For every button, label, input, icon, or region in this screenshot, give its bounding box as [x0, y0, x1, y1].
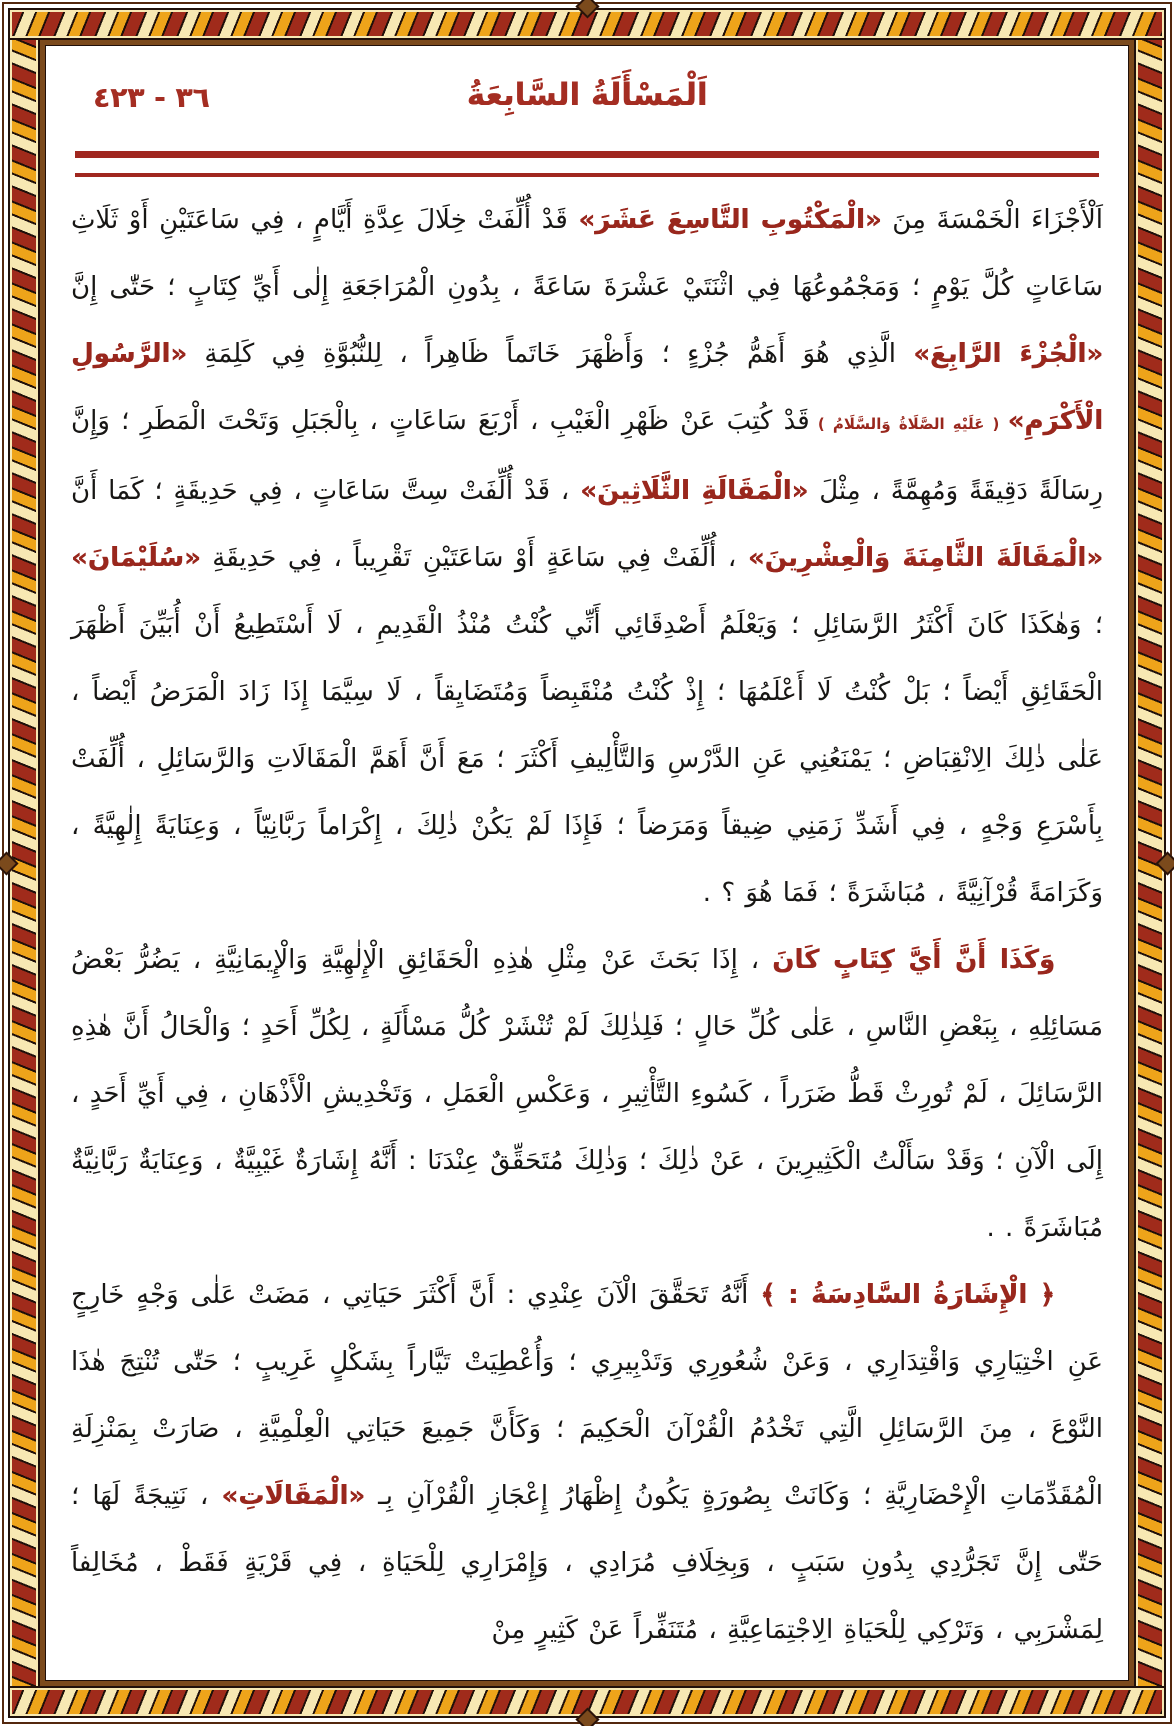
- body-text: ، أُلِّفَتْ فِي سَاعَةٍ أَوْ سَاعَتَيْنِ تَقْرِيباً ، فِي حَدِيقَةِ: [200, 543, 748, 573]
- body-text: ؛ وَهٰكَذَا كَانَ أَكْثَرُ الرَّسَائِلِ ؛ وَيَعْلَمُ أَصْدِقَائِي أَنِّي كُنْتُ مُنْذُ الْقَدِيمِ ، لَا أَسْتَطِيعُ أَنْ أُبَيِّنَ أَظْهَرَ الْحَقَائِقِ أَيْضاً ؛ بَلْ كُنْتُ لَا أَعْلَمُهَا ؛ إِذْ كُنْتُ مُنْقَبِضاً وَمُتَضَايِقاً ، لَا سِيَّمَا إِذَا زَادَ الْمَرَضُ أَيْضاً ، عَلٰى ذٰلِكَ الِانْقِبَاضِ ؛ يَمْنَعُنِي عَنِ الدَّرْسِ وَالتَّأْلِيفِ أَكْثَرَ ؛ مَعَ أَنَّ أَهَمَّ الْمَقَالَاتِ وَالرَّسَائِلِ ، أُلِّفَتْ بِأَسْرَعِ وَجْهٍ ، فِي أَشَدِّ زَمَنِي ضِيقاً وَمَرَضاً ؛ فَإِذَا لَمْ يَكُنْ ذٰلِكَ ، إِكْرَاماً رَبَّانِيّاً ، وَعِنَايَةً إِلٰهِيَّةً ، وَكَرَامَةً قُرْآنِيَّةً ، مُبَاشَرَةً ؛ فَمَا هُوَ ؟ .: [71, 610, 1103, 908]
- body-paragraph: [71, 1262, 1103, 1664]
- body-text: الَّذِي هُوَ أَهَمُّ جُزْءٍ ؛ وَأَظْهَرَ خَاتَماً ظَاهِراً ، لِلنُّبُوَّةِ فِي كَلِمَةِ: [187, 339, 914, 369]
- highlight-phrase: «سُلَيْمَانَ»: [71, 543, 201, 573]
- body-text: قَدْ كُتِبَ عَنْ ظَهْرِ الْغَيْبِ ، أَرْبَعَ سَاعَاتٍ ، بِالْجَبَلِ وَتَحْتَ الْمَطَرِ ؛ وَإِنَّ رِسَالَةً دَقِيقَةً وَمُهِمَّةً ، مِثْلَ: [71, 406, 1103, 506]
- highlight-phrase: «الرَّسُولِ الْأَكْرَمِ»: [71, 339, 1103, 436]
- body-paragraph: [71, 927, 1103, 1262]
- highlight-phrase: «الْمَقَالَاتِ»: [221, 1481, 366, 1511]
- body-paragraph: [71, 187, 1103, 927]
- page-content: [45, 45, 1129, 1681]
- highlight-phrase: وَكَذَا أَنَّ أَيَّ كِتَابٍ كَانَ: [772, 945, 1055, 975]
- page-header: [71, 59, 1103, 151]
- page-number: ٣٦ - ٤٢٣: [93, 81, 210, 114]
- body-text: اَلْأَجْزَاءَ الْخَمْسَةَ مِنَ: [881, 205, 1104, 235]
- body-text: أَنَّهُ تَحَقَّقَ الْآنَ عِنْدِي : أَنَّ أَكْثَرَ حَيَاتِي ، مَضَتْ عَلٰى وَجْهٍ خَارِجٍ عَنِ اخْتِيَارِي وَاقْتِدَارِي ، وَعَنْ شُعُورِي وَتَدْبِيرِي ؛ وَأُعْطِيَتْ تَيَّاراً بِشَكْلٍ غَرِيبٍ ؛ حَتّٰى تُنْتِجَ هٰذَا النَّوْعَ ، مِنَ الرَّسَائِلِ الَّتِي تَخْدُمُ الْقُرْآنَ الْحَكِيمَ ؛ وَكَأَنَّ جَمِيعَ حَيَاتِي الْعِلْمِيَّةِ ، صَارَتْ بِمَنْزِلَةِ الْمُقَدِّمَاتِ الْإِحْضَارِيَّةِ ؛ وَكَانَتْ بِصُورَةٍ يَكُونُ إِظْهَارُ إِعْجَازِ الْقُرْآنِ بِـ: [71, 1280, 1103, 1511]
- body-text: ، نَتِيجَةً لَهَا ؛ حَتّٰى إِنَّ تَجَرُّدِي بِدُونِ سَبَبٍ ، وَبِخِلَافِ مُرَادِي ، وَإِمْرَارِي لِلْحَيَاةِ ، فِي قَرْيَةٍ فَقَطْ ، مُخَالِفاً لِمَشْرَبِي ، وَتَرْكِي لِلْحَيَاةِ الِاجْتِمَاعِيَّةِ ، مُتَنَفِّراً عَنْ كَثِيرٍ مِنْ: [71, 1481, 1103, 1645]
- highlight-phrase: «الْمَقَالَةَ الثَّامِنَةَ وَالْعِشْرِينَ»: [747, 543, 1103, 573]
- body-text: ، إِذَا بَحَثَ عَنْ مِثْلِ هٰذِهِ الْحَقَائِقِ الْإِلٰهِيَّةِ وَالْإِيمَانِيَّةِ ، يَضُرُّ بَعْضُ مَسَائِلِهِ ، بِبَعْضِ النَّاسِ ، عَلٰى كُلِّ حَالٍ ؛ فَلِذٰلِكَ لَمْ تُنْشَرْ كُلُّ مَسْأَلَةٍ ، لِكُلِّ أَحَدٍ ؛ وَالْحَالُ أَنَّ هٰذِهِ الرَّسَائِلَ ، لَمْ تُورِثْ قَطُّ ضَرَراً ، كَسُوءِ التَّأْثِيرِ ، وَعَكْسِ الْعَمَلِ ، وَتَخْدِيشِ الْأَذْهَانِ ، فِي أَيِّ أَحَدٍ ، إِلَى الْآنِ ؛ وَقَدْ سَأَلْتُ الْكَثِيرِينَ ، عَنْ ذٰلِكَ ؛ وَذٰلِكَ مُتَحَقِّقٌ عِنْدَنَا : أَنَّهُ إِشَارَةٌ غَيْبِيَّةٌ ، وَعِنَايَةٌ رَبَّانِيَّةٌ مُبَاشَرَةً . .: [71, 945, 1103, 1243]
- salawat-mark: ( عَلَيْهِ الصَّلَاةُ وَالسَّلَامُ ): [809, 415, 1008, 433]
- text-body: [71, 187, 1103, 1664]
- page-title: اَلْمَسْأَلَةُ السَّابِعَةُ: [466, 77, 708, 113]
- body-text: قَدْ أُلِّفَتْ خِلَالَ عِدَّةِ أَيَّامٍ ، فِي سَاعَتَيْنِ أَوْ ثَلَاثِ سَاعَاتٍ كُلَّ يَوْمٍ ؛ وَمَجْمُوعُهَا فِي اثْنَتَيْ عَشْرَةَ سَاعَةً ، بِدُونِ الْمُرَاجَعَةِ إِلٰى أَيِّ كِتَابٍ ؛ حَتّٰى إِنَّ: [71, 205, 1103, 302]
- highlight-phrase: ﴿ الْإِشَارَةُ السَّادِسَةُ : ﴾: [760, 1280, 1055, 1310]
- title-divider-rule: [75, 151, 1099, 177]
- highlight-phrase: «الْمَقَالَةِ الثَّلَاثِينَ»: [580, 476, 809, 506]
- highlight-phrase: «الْمَكْتُوبِ التَّاسِعَ عَشَرَ»: [578, 205, 882, 235]
- body-text: ، قَدْ أُلِّفَتْ سِتَّ سَاعَاتٍ ، فِي حَدِيقَةٍ ؛ كَمَا أَنَّ: [71, 476, 581, 506]
- highlight-phrase: «الْجُزْءَ الرَّابِعَ»: [913, 339, 1103, 369]
